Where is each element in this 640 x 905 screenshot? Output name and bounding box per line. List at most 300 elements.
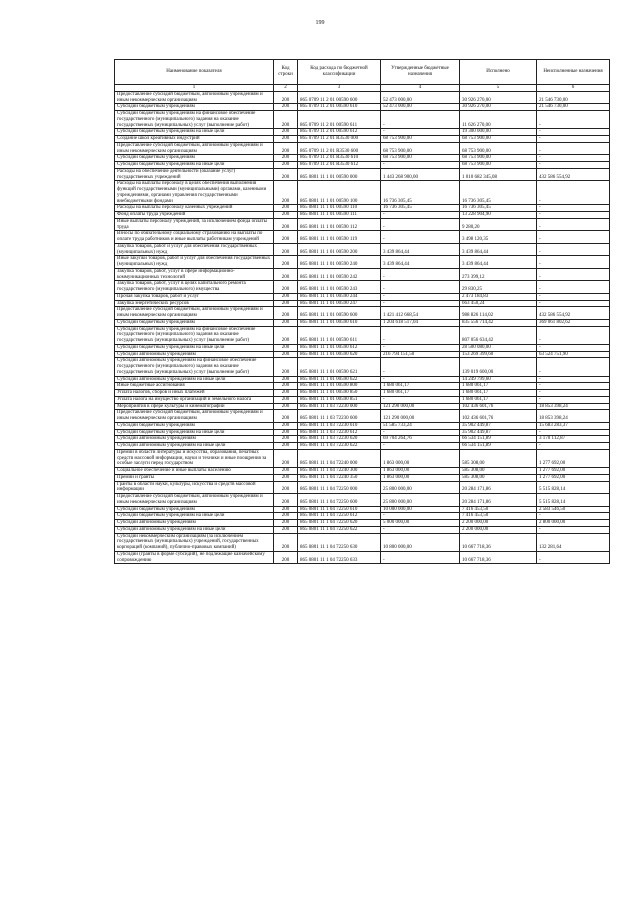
row-name: Предоставление субсидий бюджетным, автономным учреждениям и иным некоммерческим организациям xyxy=(115,142,274,155)
row-line-code: 200 xyxy=(274,351,298,358)
row-unexecuted: 63 524 751,90 xyxy=(537,351,610,358)
row-approved: 1 421 412 668,54 xyxy=(381,307,460,320)
row-approved: 121 290 000,00 xyxy=(381,403,460,410)
table-row xyxy=(115,422,610,429)
table-row xyxy=(115,449,610,467)
row-line-code: 200 xyxy=(274,300,298,307)
row-budget-code: 865 0801 11 1 01 00590 600 xyxy=(298,307,381,320)
row-line-code: 200 xyxy=(274,526,298,533)
row-unexecuted: - xyxy=(537,243,610,256)
row-budget-code: 865 0709 11 2 01 00590 611 xyxy=(298,111,381,129)
row-executed: 16 736 305,45 xyxy=(460,181,537,205)
row-name: Иные бюджетные ассигнования xyxy=(115,383,274,390)
table-row xyxy=(115,243,610,256)
row-line-code: 200 xyxy=(274,91,298,104)
table-row xyxy=(115,129,610,136)
row-name: Закупка товаров, работ, услуг в сфере информационно-коммуникационных технологий xyxy=(115,268,274,281)
row-unexecuted: 432 586 554,92 xyxy=(537,307,610,320)
row-name: Субсидии автономным учреждениям на иные цели xyxy=(115,376,274,383)
table-row xyxy=(115,111,610,129)
row-approved: - xyxy=(381,358,460,376)
row-name: Субсидии автономным учреждениям на иные цели xyxy=(115,443,274,450)
row-name: Уплата налога на имущество организаций и земельного налога xyxy=(115,396,274,403)
row-line-code: 200 xyxy=(274,494,298,507)
row-line-code: 200 xyxy=(274,533,298,551)
row-executed: 14 249 799,60 xyxy=(460,376,537,383)
row-unexecuted: - xyxy=(537,281,610,294)
row-budget-code: 865 0709 11 2 01 00590 612 xyxy=(298,129,381,136)
row-approved: - xyxy=(381,300,460,307)
row-line-code: 200 xyxy=(274,142,298,155)
table-row xyxy=(115,468,610,475)
row-name: Расходы на обеспечение деятельности (оказание услуг) государственных учреждений xyxy=(115,168,274,181)
row-unexecuted: - xyxy=(537,256,610,269)
row-name: Субсидии бюджетным учреждениям на иные цели xyxy=(115,162,274,169)
row-approved: 52 473 000,00 xyxy=(381,104,460,111)
row-line-code: 200 xyxy=(274,429,298,436)
table-row xyxy=(115,231,610,244)
row-approved: - xyxy=(381,396,460,403)
row-line-code: 200 xyxy=(274,205,298,212)
row-approved: 216 794 151,50 xyxy=(381,351,460,358)
column-number: 2 xyxy=(274,85,298,92)
row-budget-code: 865 0801 11 1 01 00590 112 xyxy=(298,218,381,231)
row-executed: 3 439 864,44 xyxy=(460,243,537,256)
row-name: Расходы на выплаты персоналу казенных учреждений xyxy=(115,205,274,212)
row-approved: 68 753 900,00 xyxy=(381,142,460,155)
row-approved: - xyxy=(381,231,460,244)
row-budget-code: 865 0709 11 2 01 R3530 610 xyxy=(298,155,381,162)
row-name: Закупка товаров, работ и услуг для обеспечения государственных (муниципальных) нужд xyxy=(115,243,274,256)
row-approved: 10 800 000,00 xyxy=(381,533,460,551)
row-line-code: 200 xyxy=(274,243,298,256)
row-approved: 52 473 000,00 xyxy=(381,91,460,104)
row-budget-code: 865 0801 11 1 01 00590 100 xyxy=(298,181,381,205)
row-budget-code: 865 0709 11 2 01 R3530 000 xyxy=(298,136,381,143)
row-budget-code: 865 0801 11 1 04 72250 000 xyxy=(298,481,381,494)
row-budget-code: 865 0801 11 1 01 00590 247 xyxy=(298,300,381,307)
row-unexecuted: - xyxy=(537,129,610,136)
row-executed: 66 534 151,89 xyxy=(460,443,537,450)
row-approved: 25 800 000,00 xyxy=(381,481,460,494)
row-name: Субсидии автономным учреждениям xyxy=(115,351,274,358)
table-row xyxy=(115,403,610,410)
row-budget-code: 865 0801 11 1 04 72250 610 xyxy=(298,506,381,513)
row-budget-code: 865 0801 11 1 03 72230 610 xyxy=(298,422,381,429)
row-approved: 1 863 000,00 xyxy=(381,449,460,467)
row-unexecuted: - xyxy=(537,155,610,162)
row-line-code: 200 xyxy=(274,403,298,410)
table-row xyxy=(115,494,610,507)
row-unexecuted: - xyxy=(537,111,610,129)
row-name: Субсидии (гранты в форме субсидий), не подлежащие казначейскому сопровождению xyxy=(115,551,274,564)
row-executed: 1 010 682 345,08 xyxy=(460,168,537,181)
row-unexecuted: 1 277 692,00 xyxy=(537,468,610,475)
row-approved: - xyxy=(381,218,460,231)
row-executed: 102 436 601,76 xyxy=(460,410,537,423)
row-name: Предоставление субсидий бюджетным, автономным учреждениям и иным некоммерческим организациям xyxy=(115,307,274,320)
table-row xyxy=(115,319,610,326)
row-line-code: 200 xyxy=(274,383,298,390)
row-approved: 10 000 000,00 xyxy=(381,506,460,513)
row-approved: 25 800 000,00 xyxy=(381,494,460,507)
header-unexecuted: Неисполненные назначения xyxy=(537,60,610,85)
table-row xyxy=(115,506,610,513)
row-unexecuted: - xyxy=(537,326,610,344)
row-budget-code: 865 0801 11 1 01 00590 240 xyxy=(298,256,381,269)
row-unexecuted: - xyxy=(537,218,610,231)
row-line-code: 200 xyxy=(274,281,298,294)
row-executed: 19 300 000,00 xyxy=(460,129,537,136)
row-name: Мероприятия в сфере культуры и кинематографии xyxy=(115,403,274,410)
row-approved: - xyxy=(381,443,460,450)
row-name: Субсидии автономным учреждениям на иные цели xyxy=(115,526,274,533)
table-row xyxy=(115,344,610,351)
row-budget-code: 865 0709 11 2 01 R3530 600 xyxy=(298,142,381,155)
row-unexecuted: - xyxy=(537,344,610,351)
row-name: Субсидии бюджетным учреждениям на финансовое обеспечение государственного (муниципального) задания на оказание государственных (муниципальных) услуг (выполнение работ) xyxy=(115,326,274,344)
row-executed: 10 667 718,36 xyxy=(460,551,537,564)
row-name: Расходы на выплаты персоналу в целях обеспечения выполнения функций государственными (муниципальными) органами, казенными учреждениями, органами управления государственными внебюджетными фондами xyxy=(115,181,274,205)
table-row xyxy=(115,533,610,551)
row-line-code: 200 xyxy=(274,162,298,169)
row-line-code: 200 xyxy=(274,212,298,219)
column-number: 4 xyxy=(381,85,460,92)
row-name: Фонд оплаты труда учреждений xyxy=(115,212,274,219)
row-unexecuted: - xyxy=(537,293,610,300)
row-budget-code: 865 0801 11 1 01 00590 851 xyxy=(298,396,381,403)
budget-execution-table xyxy=(114,59,610,564)
table-row xyxy=(115,181,610,205)
row-name: Субсидии бюджетным учреждениям xyxy=(115,422,274,429)
row-unexecuted: - xyxy=(537,396,610,403)
table-row xyxy=(115,300,610,307)
row-approved: 69 704 264,76 xyxy=(381,436,460,443)
row-executed: 68 753 900,00 xyxy=(460,162,537,169)
row-budget-code: 865 0801 11 1 03 72230 622 xyxy=(298,443,381,450)
header-indicator-name: Наименование показателя xyxy=(115,60,274,85)
table-row xyxy=(115,256,610,269)
row-budget-code: 865 0709 11 2 01 R3530 612 xyxy=(298,162,381,169)
row-budget-code: 865 0801 11 1 01 00590 119 xyxy=(298,231,381,244)
row-unexecuted: - xyxy=(537,429,610,436)
row-name: Иные выплаты персоналу учреждений, за исключением фонда оплаты труда xyxy=(115,218,274,231)
row-unexecuted: - xyxy=(537,443,610,450)
row-budget-code: 865 0801 11 1 01 00590 621 xyxy=(298,358,381,376)
row-executed: 2 200 000,00 xyxy=(460,520,537,527)
row-executed: 3 439 864,44 xyxy=(460,256,537,269)
row-line-code: 200 xyxy=(274,506,298,513)
table-row xyxy=(115,168,610,181)
row-line-code: 200 xyxy=(274,443,298,450)
row-executed: 7 416 453,50 xyxy=(460,513,537,520)
row-executed: 2 473 184,83 xyxy=(460,293,537,300)
table-row xyxy=(115,436,610,443)
row-executed: 68 753 900,00 xyxy=(460,155,537,162)
row-executed: 139 019 600,00 xyxy=(460,358,537,376)
table-row xyxy=(115,281,610,294)
row-executed: 585 308,00 xyxy=(460,449,537,467)
row-line-code: 200 xyxy=(274,136,298,143)
row-unexecuted: - xyxy=(537,551,610,564)
row-unexecuted: - xyxy=(537,300,610,307)
row-approved: - xyxy=(381,376,460,383)
row-budget-code: 865 0801 11 1 01 00590 243 xyxy=(298,281,381,294)
row-approved: - xyxy=(381,513,460,520)
row-unexecuted: - xyxy=(537,268,610,281)
row-budget-code: 865 0801 11 1 01 00590 612 xyxy=(298,344,381,351)
column-number: 6 xyxy=(537,85,610,92)
table-row xyxy=(115,474,610,481)
row-budget-code: 865 0801 11 1 03 72230 000 xyxy=(298,403,381,410)
row-executed: 153 269 399,60 xyxy=(460,351,537,358)
row-line-code: 200 xyxy=(274,104,298,111)
table-row xyxy=(115,526,610,533)
table-row xyxy=(115,212,610,219)
row-line-code: 200 xyxy=(274,474,298,481)
row-approved: - xyxy=(381,551,460,564)
row-line-code: 200 xyxy=(274,390,298,397)
row-line-code: 200 xyxy=(274,256,298,269)
row-line-code: 200 xyxy=(274,319,298,326)
row-executed: 273 399,12 xyxy=(460,268,537,281)
table-row xyxy=(115,155,610,162)
row-unexecuted: 18 853 398,24 xyxy=(537,410,610,423)
column-number: 3 xyxy=(298,85,381,92)
row-approved: 68 753 900,00 xyxy=(381,155,460,162)
row-line-code: 200 xyxy=(274,181,298,205)
row-line-code: 200 xyxy=(274,231,298,244)
row-unexecuted: - xyxy=(537,205,610,212)
row-line-code: 200 xyxy=(274,520,298,527)
row-executed: 585 308,00 xyxy=(460,474,537,481)
row-line-code: 200 xyxy=(274,513,298,520)
row-line-code: 200 xyxy=(274,481,298,494)
row-approved: 1 680 061,17 xyxy=(381,383,460,390)
row-approved: 1 204 618 517,04 xyxy=(381,319,460,326)
row-line-code: 200 xyxy=(274,111,298,129)
row-budget-code: 865 0801 11 1 01 00590 000 xyxy=(298,168,381,181)
row-executed: 835 556 714,42 xyxy=(460,319,537,326)
row-approved: 16 736 305,45 xyxy=(381,205,460,212)
table-row xyxy=(115,443,610,450)
table-row xyxy=(115,551,610,564)
row-unexecuted: 132 281,64 xyxy=(537,533,610,551)
row-approved: - xyxy=(381,326,460,344)
row-executed: 68 753 900,00 xyxy=(460,142,537,155)
row-name: Субсидии некоммерческим организациям (за исключением государственных (муниципальных) учреждений, государственных корпораций (компаний), публично-правовых компаний) xyxy=(115,533,274,551)
row-approved: 51 585 733,24 xyxy=(381,422,460,429)
row-name: Социальное обеспечение и иные выплаты населению xyxy=(115,468,274,475)
row-name: Субсидии бюджетным учреждениям xyxy=(115,155,274,162)
row-approved: 68 753 900,00 xyxy=(381,136,460,143)
row-approved: 1 680 061,17 xyxy=(381,390,460,397)
row-unexecuted: 2 583 546,50 xyxy=(537,506,610,513)
row-name: Предоставление субсидий бюджетным, автономным учреждениям и иным некоммерческим организациям xyxy=(115,91,274,104)
row-unexecuted: - xyxy=(537,136,610,143)
row-budget-code: 865 0801 11 1 01 00590 242 xyxy=(298,268,381,281)
row-executed: 9 280,20 xyxy=(460,218,537,231)
row-approved: 1 863 000,00 xyxy=(381,474,460,481)
row-executed: 68 753 900,00 xyxy=(460,136,537,143)
row-budget-code: 865 0801 11 1 04 72250 620 xyxy=(298,520,381,527)
row-budget-code: 865 0801 11 1 04 72240 350 xyxy=(298,474,381,481)
row-budget-code: 865 0801 11 1 01 00590 244 xyxy=(298,293,381,300)
table-row xyxy=(115,429,610,436)
row-executed: 20 284 171,86 xyxy=(460,481,537,494)
row-line-code: 200 xyxy=(274,551,298,564)
table-row xyxy=(115,376,610,383)
row-line-code: 200 xyxy=(274,422,298,429)
row-unexecuted: 369 061 802,62 xyxy=(537,319,610,326)
row-name: Предоставление субсидий бюджетным, автономным учреждениям и иным некоммерческим организациям xyxy=(115,410,274,423)
row-approved: 3 439 864,44 xyxy=(381,243,460,256)
row-executed: 1 680 061,17 xyxy=(460,383,537,390)
row-line-code: 200 xyxy=(274,358,298,376)
column-number: 1 xyxy=(115,85,274,92)
row-budget-code: 865 0801 11 1 04 72250 600 xyxy=(298,494,381,507)
row-name: Закупка товаров, работ, услуг в целях капитального ремонта государственного (муниципального) имущества xyxy=(115,281,274,294)
row-executed: 102 436 601,76 xyxy=(460,403,537,410)
row-approved: - xyxy=(381,429,460,436)
row-unexecuted: 432 586 554,92 xyxy=(537,168,610,181)
row-executed: 1 680 061,17 xyxy=(460,396,537,403)
row-name: Прочая закупка товаров, работ и услуг xyxy=(115,293,274,300)
table-row xyxy=(115,104,610,111)
row-unexecuted: - xyxy=(537,513,610,520)
row-name: Субсидии бюджетным учреждениям на иные цели xyxy=(115,344,274,351)
table-row xyxy=(115,481,610,494)
table-row xyxy=(115,383,610,390)
table-row xyxy=(115,326,610,344)
row-executed: 1 680 061,17 xyxy=(460,390,537,397)
row-line-code: 200 xyxy=(274,376,298,383)
row-executed: 66 534 151,89 xyxy=(460,436,537,443)
table-row xyxy=(115,268,610,281)
row-approved: 1 443 268 900,00 xyxy=(381,168,460,181)
row-executed: 16 736 305,45 xyxy=(460,205,537,212)
row-approved: - xyxy=(381,111,460,129)
row-budget-code: 865 0801 11 1 03 72230 620 xyxy=(298,436,381,443)
row-budget-code: 865 0801 11 1 01 00590 800 xyxy=(298,383,381,390)
row-executed: 35 902 449,87 xyxy=(460,429,537,436)
row-executed: 30 926 270,00 xyxy=(460,91,537,104)
row-name: Уплата налогов, сборов и иных платежей xyxy=(115,390,274,397)
row-approved: - xyxy=(381,162,460,169)
row-name: Гранты в области науки, культуры, искусства и средств массовой информации xyxy=(115,481,274,494)
row-unexecuted: - xyxy=(537,162,610,169)
row-executed: 20 284 171,86 xyxy=(460,494,537,507)
row-name: Субсидии бюджетным учреждениям xyxy=(115,104,274,111)
row-line-code: 200 xyxy=(274,307,298,320)
row-approved: - xyxy=(381,129,460,136)
row-line-code: 200 xyxy=(274,155,298,162)
row-name: Субсидии бюджетным учреждениям xyxy=(115,319,274,326)
row-name: Субсидии бюджетным учреждениям на иные цели xyxy=(115,513,274,520)
row-approved: 121 290 000,00 xyxy=(381,410,460,423)
row-unexecuted: 21 546 730,00 xyxy=(537,91,610,104)
row-line-code: 200 xyxy=(274,268,298,281)
table-row xyxy=(115,91,610,104)
row-name: Взносы по обязательному социальному страхованию на выплаты по оплате труда работников и иные выплаты работникам учреждений xyxy=(115,231,274,244)
row-unexecuted: - xyxy=(537,390,610,397)
row-line-code: 200 xyxy=(274,293,298,300)
row-name: Субсидии бюджетным учреждениям на иные цели xyxy=(115,429,274,436)
row-budget-code: 865 0801 11 1 04 72250 630 xyxy=(298,533,381,551)
row-unexecuted: 1 277 692,00 xyxy=(537,449,610,467)
row-unexecuted: - xyxy=(537,142,610,155)
row-budget-code: 865 0801 11 1 01 00590 622 xyxy=(298,376,381,383)
row-budget-code: 865 0801 11 1 01 00590 111 xyxy=(298,212,381,219)
row-unexecuted: 5 515 828,14 xyxy=(537,494,610,507)
row-budget-code: 865 0801 11 1 04 72250 633 xyxy=(298,551,381,564)
header-approved: Утвержденные бюджетные назначения xyxy=(381,60,460,85)
row-unexecuted: - xyxy=(537,383,610,390)
row-approved: - xyxy=(381,526,460,533)
row-executed: 10 667 718,36 xyxy=(460,533,537,551)
row-executed: 29 830,25 xyxy=(460,281,537,294)
row-line-code: 200 xyxy=(274,326,298,344)
table-body xyxy=(115,91,610,564)
row-budget-code: 865 0709 11 2 01 00590 600 xyxy=(298,91,381,104)
row-unexecuted: - xyxy=(537,181,610,205)
row-executed: 13 228 904,90 xyxy=(460,212,537,219)
table-row xyxy=(115,358,610,376)
row-unexecuted: 5 515 828,14 xyxy=(537,481,610,494)
row-name: Премии в области литературы и искусства, образования, печатных средств массовой информации, науки и техники и иные поощрения за особые заслуги перед государством xyxy=(115,449,274,467)
row-executed: 585 308,00 xyxy=(460,468,537,475)
row-approved: - xyxy=(381,268,460,281)
table-row xyxy=(115,390,610,397)
table-row xyxy=(115,293,610,300)
page-number: 199 xyxy=(315,20,325,26)
row-budget-code: 865 0801 11 1 01 00590 611 xyxy=(298,326,381,344)
row-approved: 5 000 000,00 xyxy=(381,520,460,527)
row-unexecuted: - xyxy=(537,212,610,219)
row-line-code: 200 xyxy=(274,468,298,475)
row-executed: 807 056 634,42 xyxy=(460,326,537,344)
row-name: Закупка энергетических ресурсов xyxy=(115,300,274,307)
table-row xyxy=(115,307,610,320)
row-unexecuted: 15 683 283,37 xyxy=(537,422,610,429)
row-budget-code: 865 0801 11 1 04 72250 612 xyxy=(298,513,381,520)
column-number: 5 xyxy=(460,85,537,92)
row-budget-code: 865 0801 11 1 03 72230 612 xyxy=(298,429,381,436)
row-budget-code: 865 0801 11 1 01 00590 850 xyxy=(298,390,381,397)
row-executed: 7 416 453,50 xyxy=(460,506,537,513)
row-name: Премии и гранты xyxy=(115,474,274,481)
row-executed: 11 626 270,00 xyxy=(460,111,537,129)
table-row xyxy=(115,162,610,169)
table-row xyxy=(115,136,610,143)
row-executed: 28 500 080,00 xyxy=(460,344,537,351)
table-row xyxy=(115,520,610,527)
row-executed: 988 826 114,02 xyxy=(460,307,537,320)
row-executed: 3 498 120,35 xyxy=(460,231,537,244)
table-row xyxy=(115,396,610,403)
row-budget-code: 865 0801 11 1 03 72230 600 xyxy=(298,410,381,423)
row-line-code: 200 xyxy=(274,168,298,181)
row-line-code: 200 xyxy=(274,129,298,136)
row-line-code: 200 xyxy=(274,410,298,423)
row-executed: 663 450,24 xyxy=(460,300,537,307)
row-name: Субсидии автономным учреждениям xyxy=(115,520,274,527)
row-budget-code: 865 0801 11 1 04 72240 300 xyxy=(298,468,381,475)
row-name: Субсидии автономным учреждениям на финансовое обеспечение государственного (муниципального) задания на оказание государственных (муниципальных) услуг (выполнение работ) xyxy=(115,358,274,376)
row-name: Предоставление субсидий бюджетным, автономным учреждениям и иным некоммерческим организациям xyxy=(115,494,274,507)
row-unexecuted: - xyxy=(537,376,610,383)
row-name: Субсидии автономным учреждениям xyxy=(115,436,274,443)
